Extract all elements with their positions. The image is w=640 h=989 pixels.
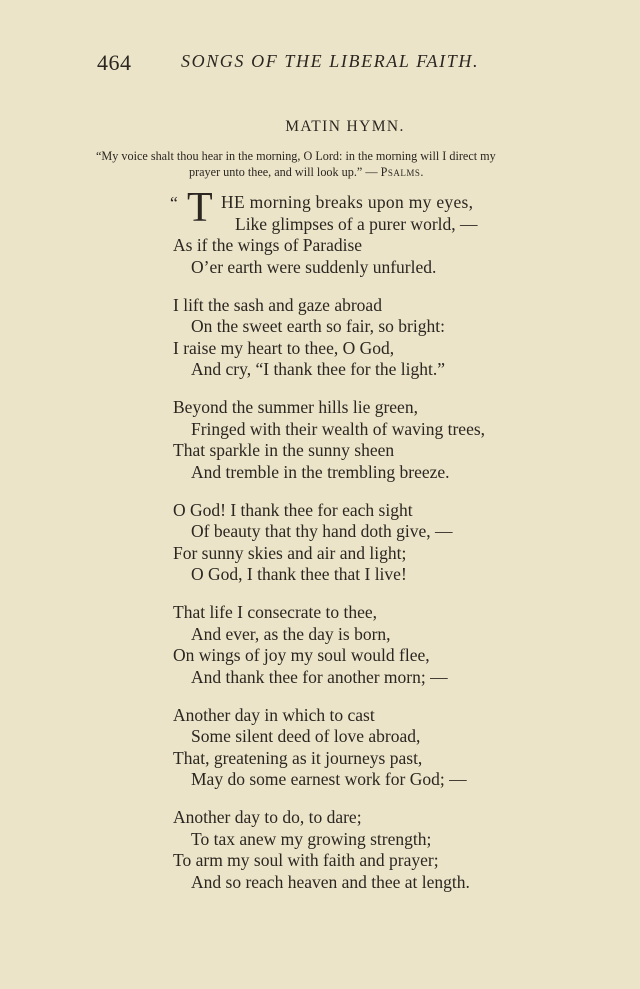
poem-line: To arm my soul with faith and prayer; bbox=[173, 850, 439, 870]
poem-line: That life I consecrate to thee, bbox=[173, 602, 378, 622]
stanza-2 bbox=[173, 295, 613, 381]
poem-line: And tremble in the trembling breeze. bbox=[191, 461, 450, 482]
poem-line: For sunny skies and air and light; bbox=[173, 542, 407, 563]
running-head bbox=[97, 50, 517, 76]
epigraph bbox=[96, 148, 596, 180]
epigraph-line-2 bbox=[96, 164, 596, 180]
stanza-7 bbox=[173, 807, 613, 893]
stanza-3 bbox=[173, 397, 613, 483]
poem-line: Another day in which to cast bbox=[173, 704, 375, 725]
poem-line: And ever, as the day is born, bbox=[191, 623, 391, 644]
poem-line: May do some earnest work for God; — bbox=[191, 769, 467, 789]
poem-line: I lift the sash and gaze abroad bbox=[173, 294, 382, 315]
poem-line: Some silent deed of love abroad, bbox=[191, 726, 421, 746]
epigraph-attribution: Psalms. bbox=[380, 165, 424, 179]
book-title: SONGS OF THE LIBERAL FAITH. bbox=[181, 51, 480, 71]
hymn-title: MATIN HYMN. bbox=[285, 118, 405, 135]
poem-line: O God, I thank thee that I live! bbox=[191, 564, 407, 584]
page-number: 464 bbox=[97, 50, 132, 75]
poem-line: To tax anew my growing strength; bbox=[191, 828, 432, 849]
first-line-text: HE morning breaks upon my eyes, bbox=[221, 192, 474, 212]
opening-quote: “ bbox=[170, 193, 178, 213]
poem-line: On the sweet earth so fair, so bright: bbox=[191, 316, 445, 336]
poem-line: And so reach heaven and thee at length. bbox=[191, 871, 470, 892]
poem bbox=[170, 185, 613, 893]
stanza-4 bbox=[173, 500, 613, 586]
stanza-1 bbox=[170, 185, 613, 278]
epigraph-line-1: “My voice shalt thou hear in the morning, O Lord: in the morning will I direct my bbox=[96, 149, 496, 163]
poem-line: And thank thee for another morn; — bbox=[191, 666, 448, 687]
poem-line: As if the wings of Paradise bbox=[173, 235, 363, 255]
poem-line: Fringed with their wealth of waving trees, bbox=[191, 418, 486, 439]
epigraph-line-2-text: prayer unto thee, and will look up.” — bbox=[189, 165, 378, 179]
poem-line: That sparkle in the sunny sheen bbox=[173, 440, 395, 460]
poem-line: Like glimpses of a purer world, — bbox=[235, 213, 478, 234]
poem-line: That, greatening as it journeys past, bbox=[173, 747, 423, 768]
stanza-6 bbox=[173, 705, 613, 791]
poem-line: Of beauty that thy hand doth give, — bbox=[191, 521, 453, 541]
stanza-5 bbox=[173, 602, 613, 688]
poem-line: On wings of joy my soul would flee, bbox=[173, 645, 430, 665]
poem-line: O God! I thank thee for each sight bbox=[173, 499, 413, 520]
poem-line: Beyond the summer hills lie green, bbox=[173, 397, 418, 417]
poem-line: I raise my heart to thee, O God, bbox=[173, 337, 395, 358]
poem-line: And cry, “I thank thee for the light.” bbox=[191, 359, 445, 379]
drop-cap: T bbox=[187, 185, 213, 231]
poem-line: Another day to do, to dare; bbox=[173, 807, 362, 827]
poem-line: O’er earth were suddenly unfurled. bbox=[191, 256, 437, 277]
